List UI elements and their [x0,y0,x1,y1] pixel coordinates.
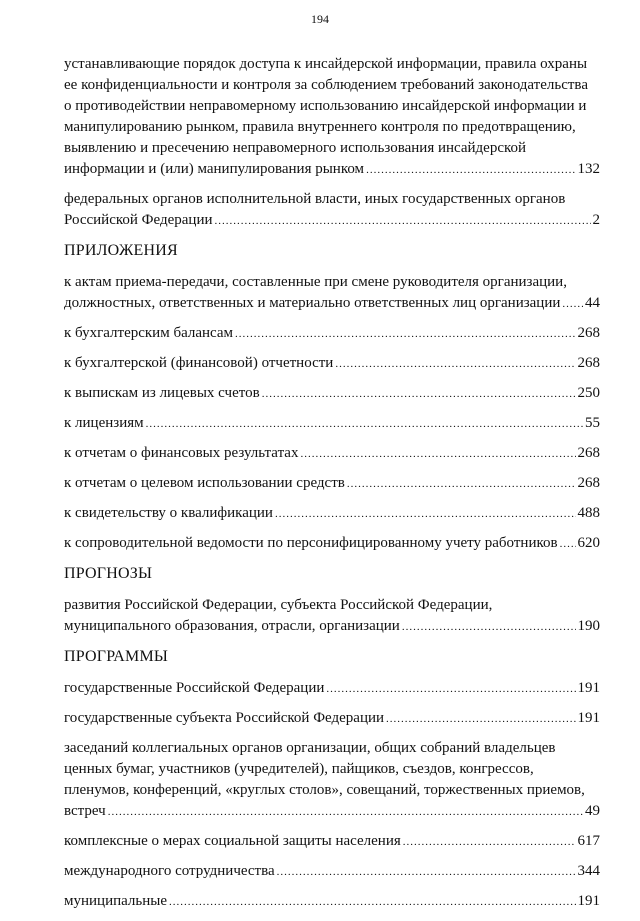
entry-text-line: ценных бумаг, участников (учредителей), пайщиков, съездов, конгрессов, [64,761,534,777]
index-entry [64,272,600,315]
entry-last-line [64,210,600,232]
entry-last-line [64,861,600,883]
dot-leader [262,384,576,405]
page-reference: 268 [577,475,600,491]
entry-last-line [64,533,600,555]
entry-last-line [64,503,600,525]
page-reference: 344 [577,863,600,879]
entry-last-line [64,891,600,913]
dot-leader [275,504,576,525]
entry-last-line [64,473,600,495]
page-number: 194 [311,12,329,26]
index-entry [64,891,600,913]
entry-last-line [64,831,600,853]
index-entry [64,533,600,555]
entry-last-line [64,413,600,435]
section-heading: ПРОГНОЗЫ [64,565,153,582]
dot-leader [326,679,575,700]
index-entry [64,831,600,853]
dot-leader [146,414,583,435]
entry-term: должностных, ответственных и материально ответственных лиц организации [64,295,561,311]
index-entry [64,189,600,232]
entry-term: к сопроводительной ведомости по персонифицированному учету работников [64,535,558,551]
entry-term: Российской Федерации [64,212,213,228]
dot-leader [386,709,575,730]
dot-leader [562,294,583,315]
page-reference: 2 [592,212,600,228]
index-entry [64,861,600,883]
entry-term: муниципального образования, отрасли, организации [64,618,400,634]
entry-last-line [64,801,600,823]
entry-term: к выпискам из лицевых счетов [64,385,260,401]
entry-last-line [64,323,600,345]
entry-last-line [64,678,600,700]
dot-leader [169,892,575,913]
index-entry [64,503,600,525]
entry-text-line: ее конфиденциальности и контроля за соблюдением требований законодательства [64,77,588,93]
dot-leader [403,832,576,853]
dot-leader [235,324,575,345]
entry-term: комплексные о мерах социальной защиты населения [64,833,401,849]
entry-term: к бухгалтерским балансам [64,325,234,341]
entry-term: к отчетам о целевом использовании средств [64,475,345,491]
entry-term: к свидетельству о квалификации [64,505,273,521]
index-entry [64,443,600,465]
page-reference: 268 [577,355,600,371]
page-reference: 488 [577,505,600,521]
page-reference: 250 [577,385,600,401]
entry-last-line [64,616,600,638]
dot-leader [300,444,575,465]
entry-term: муниципальные [64,893,168,909]
dot-leader [215,211,591,232]
entry-term: к бухгалтерской (финансовой) отчетности [64,355,334,371]
dot-leader [335,354,575,375]
entry-last-line [64,708,600,730]
entry-last-line [64,443,600,465]
entry-term: информации и (или) манипулирования рынком [64,161,365,177]
page-reference: 268 [577,325,600,341]
page-reference: 44 [585,295,600,311]
dot-leader [108,802,583,823]
section-heading: ПРИЛОЖЕНИЯ [64,242,178,259]
entry-term: государственные субъекта Российской Федерации [64,710,385,726]
entry-text-line: устанавливающие порядок доступа к инсайдерской информации, правила охраны [64,56,588,72]
entry-text-line: развития Российской Федерации, субъекта Российской Федерации, [64,597,493,613]
entry-last-line [64,353,600,375]
entry-last-line [64,159,600,181]
page-reference: 620 [577,535,600,551]
index-content [64,54,600,921]
index-entry [64,413,600,435]
index-entry [64,595,600,638]
index-entry [64,54,600,181]
dot-leader [560,534,576,555]
page-reference: 268 [577,445,600,461]
entry-last-line [64,293,600,315]
dot-leader [366,160,575,181]
dot-leader [277,862,576,883]
index-entry [64,738,600,823]
dot-leader [347,474,576,495]
entry-term: международного сотрудничества [64,863,275,879]
entry-text-line: выявлению и пресечению неправомерного использования инсайдерской [64,140,527,156]
index-entry [64,473,600,495]
page-reference: 617 [577,833,600,849]
entry-term: встреч [64,803,106,819]
entry-last-line [64,383,600,405]
index-entry [64,353,600,375]
dot-leader [402,617,576,638]
entry-text-line: заседаний коллегиальных органов организации, общих собраний владельцев [64,740,556,756]
entry-text-line: к актам приема-передачи, составленные при смене руководителя организации, [64,274,567,290]
entry-term: к отчетам о финансовых результатах [64,445,299,461]
section-heading: ПРОГРАММЫ [64,648,169,665]
page-reference: 132 [577,161,600,177]
index-entry [64,708,600,730]
page-reference: 190 [577,618,600,634]
entry-text-line: манипулированию рынком, правила внутреннего контроля по предотвращению, [64,119,576,135]
page-reference: 191 [577,680,600,696]
page-reference: 55 [585,415,600,431]
entry-text-line: о противодействии неправомерному использованию инсайдерской информации и [64,98,587,114]
page-reference: 191 [577,710,600,726]
page-reference: 191 [577,893,600,909]
index-entry [64,678,600,700]
entry-text-line: пленумов, конференций, «круглых столов», совещаний, торжественных приемов, [64,782,585,798]
entry-term: к лицензиям [64,415,144,431]
entry-term: государственные Российской Федерации [64,680,325,696]
index-entry [64,383,600,405]
page-reference: 49 [585,803,600,819]
entry-text-line: федеральных органов исполнительной власти, иных государственных органов [64,191,566,207]
index-entry [64,323,600,345]
